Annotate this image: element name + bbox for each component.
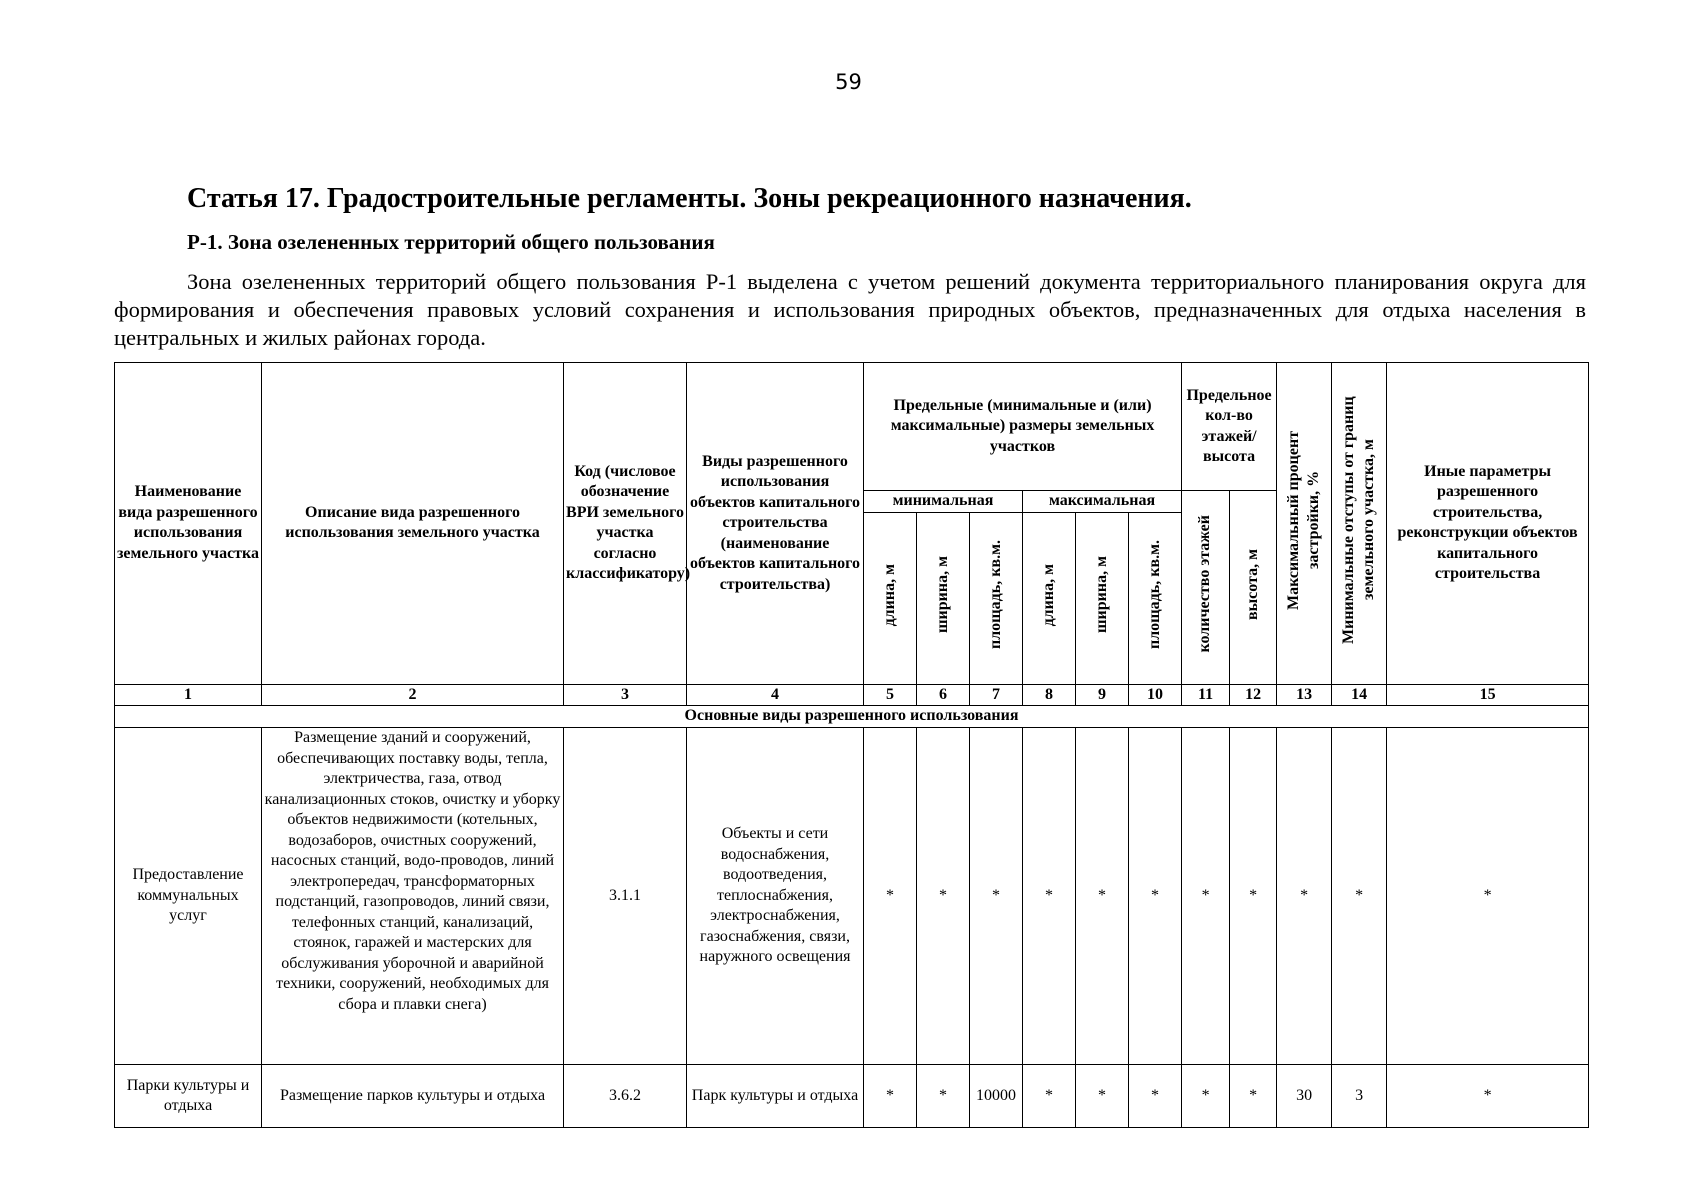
column-number: 9	[1076, 684, 1129, 706]
column-number: 12	[1230, 684, 1277, 706]
row-value: *	[864, 1065, 917, 1128]
header-height: высота, м	[1230, 491, 1277, 685]
header-maximum: максимальная	[1023, 491, 1182, 513]
row-value: 30	[1277, 1065, 1332, 1128]
column-number: 15	[1387, 684, 1589, 706]
header-max-width: ширина, м	[1076, 512, 1129, 684]
row-value: 10000	[970, 1065, 1023, 1128]
header-name: Наименование вида разрешенного использования земельного участка	[115, 363, 262, 685]
column-number: 4	[687, 684, 864, 706]
header-objects: Виды разрешенного использования объектов капитального строительства (наименование объектов капитального строительства)	[687, 363, 864, 685]
row-value: *	[1230, 1065, 1277, 1128]
row-code: 3.1.1	[564, 728, 687, 1065]
column-number: 1	[115, 684, 262, 706]
regulations-table	[114, 362, 1589, 1128]
intro-paragraph: Зона озелененных территорий общего пользования Р-1 выделена с учетом решений документа территориального планирования округа для формирования и обеспечения правовых условий сохранения и использования природных объектов, предназначенных для отдыха населения в центральных и жилых районах города.	[114, 269, 1586, 350]
column-number: 5	[864, 684, 917, 706]
row-value: *	[970, 728, 1023, 1065]
header-floors-height: Предельное кол-во этажей/ высота	[1182, 363, 1277, 491]
row-value: *	[864, 728, 917, 1065]
row-value: *	[1332, 728, 1387, 1065]
page-number: 59	[835, 70, 862, 94]
row-value: *	[1230, 728, 1277, 1065]
column-number: 11	[1182, 684, 1230, 706]
row-value: 3	[1332, 1065, 1387, 1128]
column-number: 7	[970, 684, 1023, 706]
row-value: *	[1387, 728, 1589, 1065]
header-plot-sizes: Предельные (минимальные и (или) максимальные) размеры земельных участков	[864, 363, 1182, 491]
row-value: *	[1182, 1065, 1230, 1128]
row-value: *	[1023, 728, 1076, 1065]
header-min-area: площадь, кв.м.	[970, 512, 1023, 684]
row-value: *	[1182, 728, 1230, 1065]
header-min-setback: Минимальные отступы от границ земельного участка, м	[1332, 363, 1387, 685]
row-value: *	[917, 728, 970, 1065]
header-min-width: ширина, м	[917, 512, 970, 684]
header-code: Код (числовое обозначение ВРИ земельного участка согласно классификатору)	[564, 363, 687, 685]
header-minimum: минимальная	[864, 491, 1023, 513]
section-title: Основные виды разрешенного использования	[115, 706, 1589, 728]
header-description: Описание вида разрешенного использования земельного участка	[262, 363, 564, 685]
row-value: *	[1129, 728, 1182, 1065]
row-code: 3.6.2	[564, 1065, 687, 1128]
header-floors: количество этажей	[1182, 491, 1230, 685]
header-other-params: Иные параметры разрешенного строительства, реконструкции объектов капитального строительства	[1387, 363, 1589, 685]
table-row	[115, 1065, 1589, 1128]
header-max-coverage: Максимальный процент застройки, %	[1277, 363, 1332, 685]
column-number: 8	[1023, 684, 1076, 706]
column-number: 2	[262, 684, 564, 706]
column-number: 3	[564, 684, 687, 706]
row-objects: Парк культуры и отдыха	[687, 1065, 864, 1128]
zone-title: Р-1. Зона озелененных территорий общего пользования	[187, 230, 715, 254]
column-number: 14	[1332, 684, 1387, 706]
row-value: *	[917, 1065, 970, 1128]
article-title: Статья 17. Градостроительные регламенты. Зоны рекреационного назначения.	[187, 183, 1192, 214]
row-name: Предоставление коммунальных услуг	[115, 728, 262, 1065]
row-description: Размещение парков культуры и отдыха	[262, 1065, 564, 1128]
row-value: *	[1076, 728, 1129, 1065]
table-row	[115, 728, 1589, 1065]
row-objects: Объекты и сети водоснабжения, водоотведения, теплоснабжения, электроснабжения, газоснабжения, связи, наружного освещения	[687, 728, 864, 1065]
column-number: 6	[917, 684, 970, 706]
header-min-length: длина, м	[864, 512, 917, 684]
row-value: *	[1129, 1065, 1182, 1128]
header-max-area: площадь, кв.м.	[1129, 512, 1182, 684]
column-number: 10	[1129, 684, 1182, 706]
row-value: *	[1387, 1065, 1589, 1128]
row-value: *	[1076, 1065, 1129, 1128]
column-number: 13	[1277, 684, 1332, 706]
header-max-length: длина, м	[1023, 512, 1076, 684]
row-description: Размещение зданий и сооружений, обеспечивающих поставку воды, тепла, электричества, газа, отвод канализационных стоков, очистку и уборку объектов недвижимости (котельных, водозаборов, очистных сооружений, насосных станций, водо-проводов, линий электропередач, трансформаторных подстанций, газопроводов, линий связи, телефонных станций, канализаций, стоянок, гаражей и мастерских для обслуживания уборочной и аварийной техники, сооружений, необходимых для сбора и плавки снега)	[262, 728, 564, 1065]
row-value: *	[1277, 728, 1332, 1065]
row-value: *	[1023, 1065, 1076, 1128]
row-name: Парки культуры и отдыха	[115, 1065, 262, 1128]
column-numbers-row	[115, 684, 1589, 706]
